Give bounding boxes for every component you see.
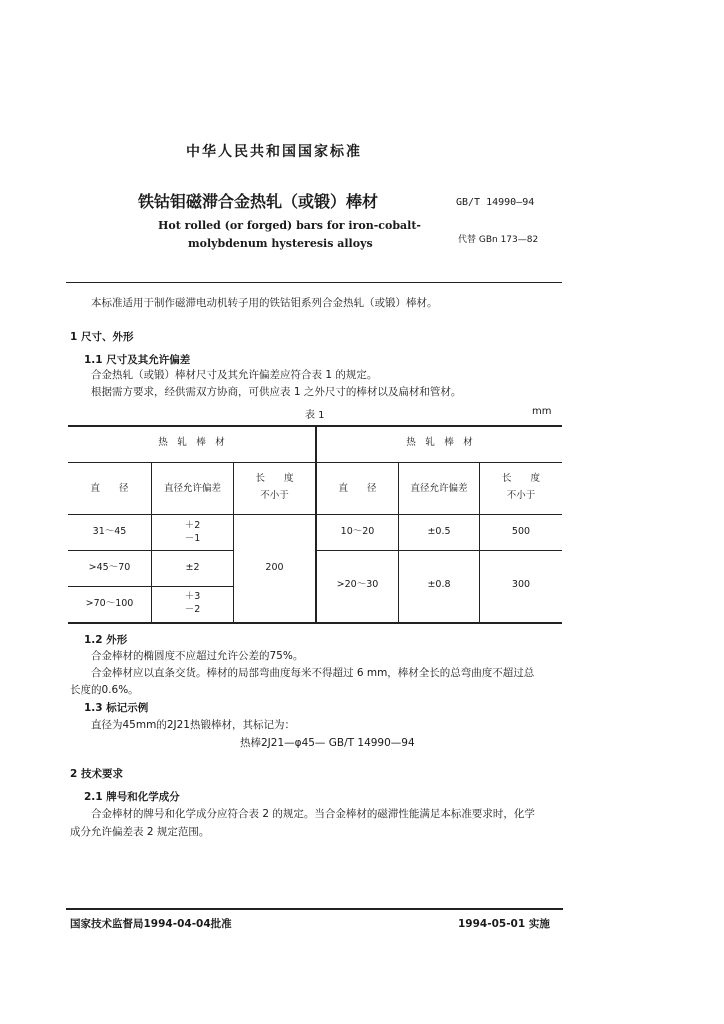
section-1-1-para-1: 合金热轧（或锻）棒材尺寸及其允许偏差应符合表 1 的规定。 [91, 369, 378, 381]
effective-date: 1994-05-01 实施 [458, 918, 550, 930]
table-cell: >45～70 [88, 562, 131, 573]
section-1-2-para-3: 长度的0.6%。 [70, 684, 139, 696]
table-cell: ＋3 [184, 591, 201, 602]
section-1-2-para-2: 合金棒材应以直条交货。棒材的局部弯曲度每米不得超过 6 mm，棒材全长的总弯曲度不超过总 [91, 667, 535, 679]
table-right-row-divider [316, 550, 562, 551]
table-1-unit: mm [532, 406, 552, 417]
table-cell: 31～45 [92, 526, 127, 537]
intro-paragraph: 本标准适用于制作磁滞电动机转子用的铁钴钼系列合金热轧（或锻）棒材。 [91, 297, 438, 309]
table-right-col-tolerance: 直径允许偏差 [410, 483, 468, 494]
table-cell: ±2 [185, 562, 200, 573]
table-left-group-header: 热 轧 棒 材 [158, 437, 225, 448]
table-right-group-header: 热 轧 棒 材 [406, 437, 473, 448]
table-vline-left-2 [233, 462, 234, 622]
section-1-1-para-2: 根据需方要求，经供需双方协商，可供应表 1 之外尺寸的棒材以及扁材和管材。 [91, 386, 462, 398]
table-cell: 10～20 [340, 526, 375, 537]
standard-org-header: 中华人民共和国国家标准 [186, 144, 362, 160]
table-right-col-length: 长 度 [501, 473, 540, 484]
table-left-col-length: 长 度 [255, 473, 294, 484]
table-cell: －2 [184, 604, 201, 615]
section-2-heading: 2 技术要求 [70, 768, 123, 780]
section-1-heading: 1 尺寸、外形 [70, 331, 134, 343]
section-2-1-para-1: 合金棒材的牌号和化学成分应符合表 2 的规定。当合金棒材的磁滞性能满足本标准要求时，化学 [91, 808, 535, 820]
section-2-1-para-2: 成分允许偏差表 2 规定范围。 [70, 826, 210, 838]
table-cell: 500 [511, 526, 531, 537]
table-vline-right-2 [479, 462, 480, 622]
table-left-col-tolerance: 直径允许偏差 [163, 483, 221, 494]
section-1-3-para-1: 直径为45mm的2J21热锻棒材，其标记为： [91, 719, 295, 731]
marking-example: 热棒2J21—φ45— GB/T 14990—94 [240, 737, 415, 749]
table-cell: ±0.8 [427, 579, 451, 590]
table-cell: －1 [184, 533, 201, 544]
table-left-col-length-sub: 不小于 [260, 490, 289, 501]
table-right-col-length-sub: 不小于 [506, 490, 536, 501]
page-title: 铁钴钼磁滞合金热轧（或锻）棒材 [138, 192, 379, 211]
table-cell: ±0.5 [427, 526, 451, 537]
english-title-line-1: Hot rolled (or forged) bars for iron-cobalt- [158, 219, 421, 232]
table-bottom-border [68, 622, 562, 624]
table-left-col-diameter: 直 径 [90, 483, 129, 494]
section-1-3-heading: 1.3 标记示例 [84, 702, 149, 714]
table-cell: >70～100 [85, 598, 134, 609]
section-1-2-heading: 1.2 外形 [84, 634, 128, 646]
section-2-1-heading: 2.1 牌号和化学成分 [84, 791, 180, 803]
approval-note: 国家技术监督局1994-04-04批准 [70, 918, 232, 930]
table-cell-length-left: 200 [265, 562, 284, 573]
table-1-title: 表 1 [305, 410, 325, 421]
replaces-note: 代替 GBn 173—82 [458, 235, 539, 245]
header-divider [66, 282, 562, 283]
table-cell: ＋2 [184, 520, 201, 531]
table-center-divider [315, 425, 317, 622]
footer-divider [66, 908, 563, 910]
english-title-line-2: molybdenum hysteresis alloys [188, 237, 373, 250]
table-cell: >20～30 [336, 579, 379, 590]
table-cell: 300 [511, 579, 531, 590]
section-1-2-para-1: 合金棒材的椭圆度不应超过允许公差的75%。 [91, 650, 304, 662]
standard-number: GB/T 14990—94 [456, 197, 535, 208]
table-right-col-diameter: 直 径 [338, 483, 377, 494]
section-1-1-heading: 1.1 尺寸及其允许偏差 [84, 354, 191, 366]
